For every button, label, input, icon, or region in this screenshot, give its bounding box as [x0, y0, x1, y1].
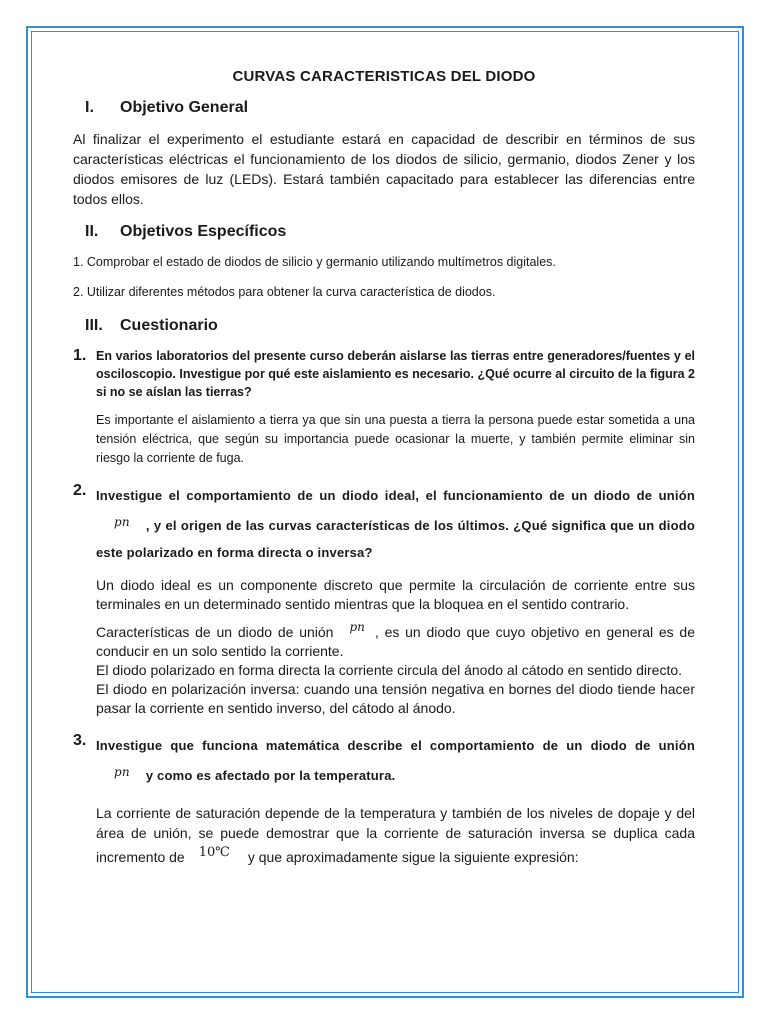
objetivo-especifico-item: 1. Comprobar el estado de diodos de silicio y germanio utilizando multímetros digitales.	[73, 255, 556, 269]
question-1	[73, 347, 695, 401]
document-body	[73, 68, 695, 867]
answer-paragraph: Un diodo ideal es un componente discreto que permite la circulación de corriente entre sus terminales en un determinado sentido mientras que la bloquea en el sentido contrario.	[96, 577, 695, 612]
question-text-part: Investigue que funciona matemática describe el comportamiento de un diodo de unión	[96, 738, 695, 753]
question-text	[96, 482, 695, 566]
pn-symbol: pn	[114, 765, 130, 779]
answer-text-part: La corriente de saturación depende de la temperatura y también de los niveles de dopaje y del área de unión, se puede demostrar que la corriente de saturación inversa se duplica cada incremento de	[96, 805, 695, 865]
section-title: Objetivo General	[120, 99, 249, 116]
section-heading-objetivo-general	[73, 99, 695, 117]
section-number: III.	[85, 317, 103, 334]
temperature-symbol: 10℃	[198, 845, 230, 860]
section-title: Objetivos Específicos	[120, 223, 287, 240]
question-text-part: , y el origen de las curvas características de los últimos. ¿Qué significa que un diodo este polarizado en forma directa o inversa?	[96, 518, 695, 560]
question-text-part: Investigue el comportamiento de un diodo ideal, el funcionamiento de un diodo de unión	[96, 488, 695, 503]
pn-symbol: pn	[114, 515, 130, 529]
answer-text-part: , es un diodo que cuyo objetivo en general es de conducir en un solo sentido la corriente.	[96, 624, 695, 659]
question-text-part: y como es afectado por la temperatura.	[145, 768, 396, 783]
answer-text-part: Características de un diodo de unión	[96, 624, 334, 640]
answer-paragraph	[96, 618, 695, 661]
section-title: Cuestionario	[120, 317, 218, 334]
question-text: En varios laboratorios del presente curso deberán aislarse las tierras entre generadores/fuentes y el osciloscopio. Investigue por qué este aislamiento es necesario. ¿Qué ocurre al circuito de la figura 2 si no se aíslan las tierras?	[96, 349, 695, 399]
question-text	[96, 732, 695, 789]
answer-paragraph: El diodo en polarización inversa: cuando una tensión negativa en bornes del diodo tiende hacer pasar la corriente en sentido inverso, del cátodo al ánodo.	[96, 681, 695, 716]
section-heading-objetivos-especificos	[73, 223, 695, 241]
answer-2	[96, 576, 695, 718]
section-number: I.	[85, 99, 94, 116]
answer-3	[96, 803, 695, 867]
pn-symbol: pn	[349, 620, 365, 634]
question-3	[73, 732, 695, 789]
question-number: 3.	[73, 732, 87, 749]
objetivo-especifico-item: 2. Utilizar diferentes métodos para obtener la curva característica de diodos.	[73, 285, 496, 299]
section-number: II.	[85, 223, 99, 240]
answer-paragraph: El diodo polarizado en forma directa la corriente circula del ánodo al cátodo en sentido directo.	[96, 662, 683, 678]
section-heading-cuestionario	[73, 317, 695, 335]
answer-1: Es importante el aislamiento a tierra ya que sin una puesta a tierra la persona puede estar sometida a una tensión eléctrica, que según su importancia puede ocasionar la muerte, y también permite eliminar sin riesgo la corriente de fuga.	[96, 413, 695, 465]
objetivo-general-paragraph: Al finalizar el experimento el estudiante estará en capacidad de describir en términos de sus características eléctricas el funcionamiento de los diodos de silicio, germanio, diodos Zener y los diodos emisores de luz (LEDs). Estará también capacitado para establecer las diferencias entre todos ellos.	[73, 131, 695, 207]
question-2	[73, 482, 695, 566]
question-number: 1.	[73, 347, 87, 364]
document-title: CURVAS CARACTERISTICAS DEL DIODO	[232, 68, 536, 85]
answer-text-part: y que aproximadamente sigue la siguiente expresión:	[247, 849, 579, 865]
question-number: 2.	[73, 482, 87, 499]
